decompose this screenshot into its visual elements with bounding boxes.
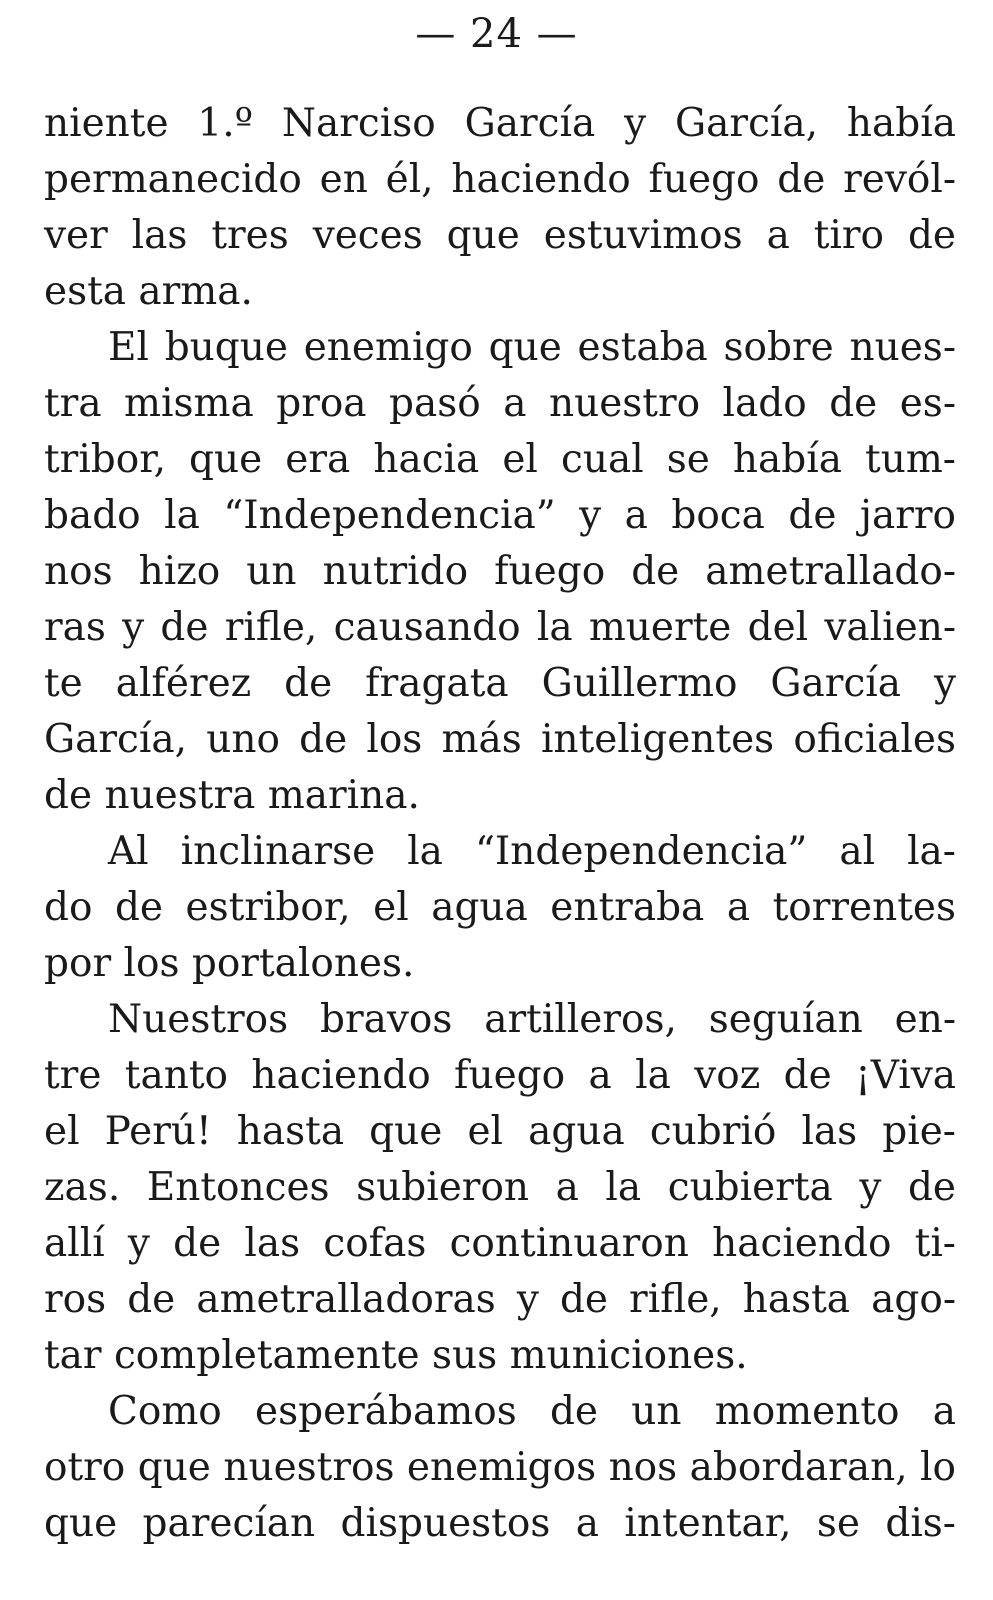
text-line: tra misma proa pasó a nuestro lado de es-	[44, 381, 956, 426]
text-line: ras y de rifle, causando la muerte del valien-	[44, 605, 956, 650]
body-text	[44, 96, 956, 1552]
text-line: do de estribor, el agua entraba a torrentes	[44, 885, 956, 930]
text-line: bado la “Independencia” y a boca de jarro	[44, 493, 956, 538]
text-line: nos hizo un nutrido fuego de ametrallado-	[44, 549, 956, 594]
text-line: te alférez de fragata Guillermo García y	[44, 661, 956, 706]
text-line: el Perú! hasta que el agua cubrió las pie-	[44, 1109, 956, 1154]
paragraph	[44, 824, 956, 992]
paragraph	[44, 992, 956, 1384]
text-line: Al inclinarse la “Independencia” al la-	[108, 829, 956, 874]
page-number: — 24 —	[415, 11, 578, 57]
text-line: esta arma.	[44, 269, 253, 314]
text-line: El buque enemigo que estaba sobre nues-	[108, 325, 956, 370]
text-line: Nuestros bravos artilleros, seguían en-	[108, 997, 956, 1042]
text-line: ros de ametralladoras y de rifle, hasta ago-	[44, 1277, 956, 1322]
text-line: zas. Entonces subieron a la cubierta y de	[44, 1165, 956, 1210]
text-line: ver las tres veces que estuvimos a tiro de	[44, 213, 956, 258]
paragraph	[44, 1384, 956, 1552]
text-line: de nuestra marina.	[44, 773, 420, 818]
text-line: otro que nuestros enemigos nos abordaran, lo	[44, 1445, 956, 1490]
text-line: por los portalones.	[44, 941, 415, 986]
text-line: Como esperábamos de un momento a	[108, 1389, 956, 1434]
text-line: tre tanto haciendo fuego a la voz de ¡Viva	[44, 1053, 956, 1098]
text-line: tribor, que era hacia el cual se había tum-	[44, 437, 956, 482]
text-line: allí y de las cofas continuaron haciendo ti-	[44, 1221, 956, 1266]
text-line: tar completamente sus municiones.	[44, 1333, 748, 1378]
text-line: que parecían dispuestos a intentar, se dis-	[44, 1501, 956, 1546]
text-line: García, uno de los más inteligentes oficiales	[44, 717, 956, 762]
text-line: niente 1.º Narciso García y García, había	[44, 101, 956, 146]
paragraph	[44, 320, 956, 824]
paragraph	[44, 96, 956, 320]
text-line: permanecido en él, haciendo fuego de revól-	[44, 157, 956, 202]
